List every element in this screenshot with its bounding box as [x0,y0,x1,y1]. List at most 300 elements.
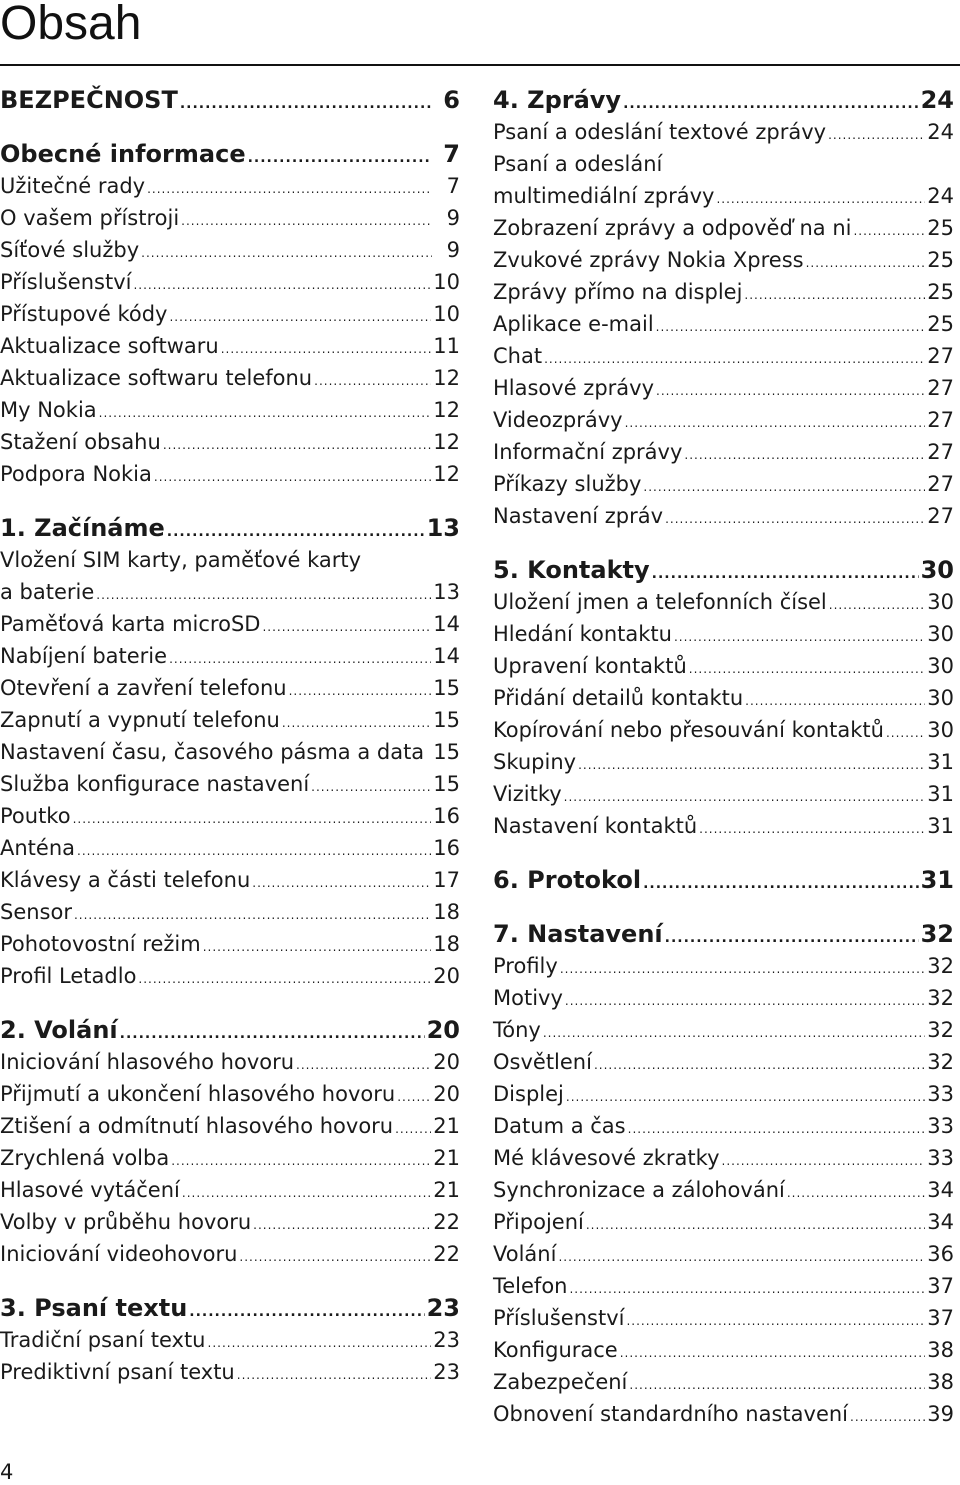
toc-section-heading[interactable] [0,84,460,116]
toc-entry[interactable] [0,768,460,800]
toc-entry[interactable] [493,340,954,372]
page-ref: 30 [927,590,954,614]
dot-leader [853,215,925,247]
entry-title: Mé klávesové zkratky [493,1146,720,1170]
page-ref: 27 [927,440,954,464]
toc-entry[interactable] [0,864,460,896]
toc-entry[interactable] [493,682,954,714]
page-ref: 24 [920,86,954,114]
dot-leader [96,579,431,611]
page-ref: 10 [433,270,460,294]
page-ref: 33 [927,1146,954,1170]
toc-entry[interactable] [0,1078,460,1110]
page-ref: 15 [433,708,460,732]
page-ref: 33 [927,1114,954,1138]
dot-leader [248,142,432,174]
dot-leader [171,1145,431,1177]
page-ref: 15 [433,772,460,796]
entry-title: Přijmutí a ukončení hlasového hovoru [0,1082,396,1106]
entry-title: Chat [493,344,543,368]
dot-leader [314,365,431,397]
entry-title: Volání [493,1242,557,1266]
dot-leader [828,119,925,151]
dot-leader [722,1145,926,1177]
toc-entry[interactable] [493,950,954,982]
toc-entry[interactable] [493,586,954,618]
dot-leader [689,653,926,685]
toc-entry[interactable] [0,298,460,330]
entry-title: Nastavení času, časového pásma a data [0,740,425,764]
toc-entry[interactable] [493,1014,954,1046]
toc-entry[interactable] [0,608,460,640]
page-ref: 21 [433,1178,460,1202]
page-ref: 12 [433,366,460,390]
toc-section-heading[interactable] [0,1014,460,1046]
toc-entry[interactable] [493,148,954,180]
dot-leader [544,343,925,375]
dot-leader [665,503,925,535]
dot-leader [787,1177,925,1209]
page-ref: 34 [927,1210,954,1234]
toc-entry[interactable] [0,362,460,394]
dot-leader [643,868,919,900]
page-ref: 13 [433,580,460,604]
page-ref: 39 [927,1402,954,1426]
dot-leader [543,1017,925,1049]
dot-leader [564,781,926,813]
toc-entry[interactable] [0,458,460,490]
page-ref: 6 [443,86,460,114]
entry-title: Zobrazení zprávy a odpověď na ni [493,216,852,240]
toc-entry[interactable] [493,372,954,404]
dot-leader [180,88,432,120]
dot-leader [656,375,925,407]
toc-entry[interactable] [493,308,954,340]
dot-leader [745,685,925,717]
entry-title: Aktualizace softwaru telefonu [0,366,313,390]
entry-title: Připojení [493,1210,584,1234]
entry-title: Nabíjení baterie [0,644,168,668]
dot-leader [253,1209,431,1241]
page-ref: 12 [433,398,460,422]
dot-leader [699,813,925,845]
dot-leader [558,1241,925,1273]
entry-title: Iniciování hlasového hovoru [0,1050,295,1074]
toc-entry[interactable] [493,180,954,212]
entry-title: Konfigurace [493,1338,618,1362]
page-ref: 20 [433,964,460,988]
toc-entry[interactable] [493,1238,954,1270]
dot-leader [744,279,925,311]
entry-title: Kopírování nebo přesouvání kontaktů [493,718,884,742]
entry-title: Volby v průběhu hovoru [0,1210,252,1234]
entry-title: Služba konfigurace nastavení [0,772,310,796]
dot-leader [239,1241,431,1273]
entry-title: Hlasové vytáčení [0,1178,180,1202]
dot-leader [395,1113,431,1145]
entry-title: Zapnutí a vypnutí telefonu [0,708,280,732]
entry-title: Anténa [0,836,76,860]
page-ref: 21 [433,1146,460,1170]
toc-entry[interactable] [493,436,954,468]
page-ref: 27 [927,376,954,400]
entry-title: Poutko [0,804,71,828]
entry-title: Prediktivní psaní textu [0,1360,235,1384]
dot-leader [566,1081,925,1113]
toc-entry[interactable] [493,650,954,682]
toc-entry[interactable] [493,1110,954,1142]
dot-leader [203,931,432,963]
dot-leader [154,461,431,493]
entry-title: Vložení SIM karty, paměťové karty [0,548,362,572]
page-ref: 25 [927,280,954,304]
page-ref: 24 [927,120,954,144]
section-title: 2. Volání [0,1016,118,1044]
page-ref: 38 [927,1370,954,1394]
toc-entry[interactable] [493,1142,954,1174]
page-ref: 24 [927,184,954,208]
dot-leader [656,311,926,343]
toc-entry[interactable] [493,778,954,810]
dot-leader [73,803,432,835]
entry-title: Obnovení standardního nastavení [493,1402,849,1426]
page-ref: 11 [433,334,460,358]
dot-leader [74,899,431,931]
page-ref: 31 [927,814,954,838]
toc-entry[interactable] [493,714,954,746]
dot-leader [147,173,432,205]
dot-leader [252,867,431,899]
entry-title: multimediální zprávy [493,184,715,208]
toc-entry[interactable] [0,1046,460,1078]
dot-leader [829,589,926,621]
page-ref: 30 [927,686,954,710]
section-title: 6. Protokol [493,866,642,894]
entry-title: Nastavení zpráv [493,504,664,528]
entry-title: Motivy [493,986,563,1010]
page-ref: 37 [927,1306,954,1330]
toc-entry[interactable] [0,266,460,298]
page-ref: 7 [446,174,460,198]
dot-leader [208,1327,432,1359]
page-ref: 25 [927,312,954,336]
toc-entry[interactable] [0,832,460,864]
section-title: 4. Zprávy [493,86,622,114]
toc-entry[interactable] [0,1110,460,1142]
page-ref: 27 [927,504,954,528]
page-ref: 30 [920,556,954,584]
dot-leader [560,953,925,985]
page-ref: 25 [927,216,954,240]
dot-leader [569,1273,925,1305]
entry-title: Uložení jmen a telefonních čísel [493,590,827,614]
page-ref: 31 [920,866,954,894]
dot-leader [237,1359,432,1391]
dot-leader [141,237,432,269]
entry-title: Profil Letadlo [0,964,137,988]
entry-title: Zabezpečení [493,1370,628,1394]
entry-title: Pohotovostní režim [0,932,201,956]
page-ref: 31 [927,782,954,806]
dot-leader [565,985,925,1017]
entry-title: Hlasové zprávy [493,376,655,400]
dot-leader [643,471,925,503]
entry-title: Síťové služby [0,238,140,262]
section-title: Obecné informace [0,140,246,168]
page-ref: 30 [927,654,954,678]
page-number: 4 [0,1460,14,1484]
entry-title: Telefon [493,1274,568,1298]
dot-leader [189,1296,424,1328]
entry-title: Otevření a zavření telefonu [0,676,287,700]
entry-title: Ztišení a odmítnutí hlasového hovoru [0,1114,394,1138]
entry-title: Podpora Nokia [0,462,152,486]
toc-section-heading[interactable] [0,138,460,170]
entry-title: Upravení kontaktů [493,654,687,678]
page-ref: 12 [433,462,460,486]
dot-leader [133,269,431,301]
toc-entry[interactable] [493,1046,954,1078]
page-ref: 30 [927,718,954,742]
entry-title: Vizitky [493,782,562,806]
toc-entry[interactable] [0,1206,460,1238]
dot-leader [163,429,431,461]
page-ref: 27 [927,344,954,368]
page-ref: 23 [433,1328,460,1352]
dot-leader [578,749,925,781]
entry-title: Zvukové zprávy Nokia Xpress [493,248,804,272]
entry-title: Stažení obsahu [0,430,161,454]
entry-title: Užitečné rady [0,174,146,198]
page-ref: 27 [927,472,954,496]
section-title: 3. Psaní textu [0,1294,188,1322]
entry-title: Osvětlení [493,1050,592,1074]
toc-entry[interactable] [0,426,460,458]
page-ref: 14 [433,644,460,668]
dot-leader [296,1049,431,1081]
toc-entry[interactable] [493,1398,954,1430]
page-ref: 10 [433,302,460,326]
toc-entry[interactable] [493,468,954,500]
entry-title: Sensor [0,900,72,924]
toc-entry[interactable] [0,672,460,704]
toc-entry[interactable] [493,1206,954,1238]
entry-title: Přidání detailů kontaktu [493,686,744,710]
dot-leader [684,439,925,471]
page-ref: 9 [446,206,460,230]
toc-entry[interactable] [493,746,954,778]
toc-section-heading[interactable] [493,864,954,896]
toc-entry[interactable] [493,404,954,436]
dot-leader [397,1081,431,1113]
toc-entry[interactable] [493,810,954,842]
dot-leader [181,205,432,237]
page-ref: 33 [927,1082,954,1106]
entry-title: Aplikace e-mail [493,312,654,336]
toc-entry[interactable] [493,1334,954,1366]
toc-entry[interactable] [493,244,954,276]
dot-leader [282,707,431,739]
page-ref: 18 [433,932,460,956]
toc-entry[interactable] [0,1356,460,1388]
page-ref: 36 [927,1242,954,1266]
page-ref: 23 [426,1294,460,1322]
entry-title: Tradiční psaní textu [0,1328,206,1352]
toc-entry[interactable] [0,544,460,576]
toc-entry[interactable] [493,1302,954,1334]
dot-leader [626,1305,925,1337]
page-ref: 16 [433,836,460,860]
toc-entry[interactable] [493,982,954,1014]
entry-title: Příslušenství [0,270,132,294]
entry-title: O vašem přístroji [0,206,180,230]
toc-entry[interactable] [0,960,460,992]
entry-title: Aktualizace softwaru [0,334,219,358]
title-divider [0,64,960,66]
toc-entry[interactable] [0,704,460,736]
section-title: 1. Začínáme [0,514,165,542]
page-ref: 34 [927,1178,954,1202]
page-ref: 27 [927,408,954,432]
page-ref: 31 [927,750,954,774]
toc-entry[interactable] [493,618,954,650]
entry-title: Iniciování videohovoru [0,1242,238,1266]
dot-leader [586,1209,925,1241]
toc-section-heading[interactable] [0,512,460,544]
page-ref: 22 [433,1210,460,1234]
entry-title: Hledání kontaktu [493,622,672,646]
toc-section-heading[interactable] [493,554,954,586]
toc-entry[interactable] [0,1324,460,1356]
page-ref: 32 [927,986,954,1010]
page-ref: 18 [433,900,460,924]
dot-leader [806,247,926,279]
dot-leader [262,611,431,643]
toc-entry[interactable] [0,1238,460,1270]
dot-leader [311,771,431,803]
entry-title: Datum a čas [493,1114,626,1138]
toc-section-heading[interactable] [493,918,954,950]
toc-entry[interactable] [493,500,954,532]
dot-leader [850,1401,925,1433]
page-ref: 23 [433,1360,460,1384]
dot-leader [99,397,432,429]
entry-title: Přístupové kódy [0,302,168,326]
toc-left-column [0,84,460,1388]
toc-section-heading[interactable] [0,1292,460,1324]
toc-right-column [493,84,954,1430]
page-ref: 21 [433,1114,460,1138]
entry-title: Displej [493,1082,564,1106]
entry-title: Zrychlená volba [0,1146,170,1170]
page-ref: 32 [927,1050,954,1074]
entry-title: Skupiny [493,750,577,774]
page-ref: 20 [433,1082,460,1106]
section-title: BEZPEČNOST [0,86,178,114]
toc-entry[interactable] [0,234,460,266]
page-ref: 7 [443,140,460,168]
page-ref: 20 [426,1016,460,1044]
toc-entry[interactable] [493,276,954,308]
dot-leader [169,643,431,675]
toc-entry[interactable] [0,576,460,608]
entry-title: Tóny [493,1018,541,1042]
page-ref: 32 [927,1018,954,1042]
entry-title: Příslušenství [493,1306,625,1330]
entry-title: Profily [493,954,558,978]
page-ref: 38 [927,1338,954,1362]
toc-entry[interactable] [0,1174,460,1206]
page-ref: 30 [927,622,954,646]
page-title: Obsah [0,0,142,50]
dot-leader [77,835,431,867]
toc-entry[interactable] [493,1174,954,1206]
entry-title: Paměťová karta microSD [0,612,261,636]
entry-title: Synchronizace a zálohování [493,1178,785,1202]
entry-title: Zprávy přímo na displej [493,280,743,304]
entry-title: Informační zprávy [493,440,683,464]
dot-leader [628,1113,926,1145]
dot-leader [221,333,432,365]
page-ref: 20 [433,1050,460,1074]
dot-leader [886,717,925,749]
section-title: 7. Nastavení [493,920,663,948]
toc-entry[interactable] [0,736,460,768]
dot-leader [169,301,431,333]
toc-entry[interactable] [0,1142,460,1174]
page-ref: 15 [433,740,460,764]
dot-leader [625,407,926,439]
entry-title: Psaní a odeslání textové zprávy [493,120,827,144]
entry-title: Videozprávy [493,408,623,432]
dot-leader [716,183,925,215]
dot-leader [665,922,919,954]
page-ref: 12 [433,430,460,454]
dot-leader [594,1049,925,1081]
toc-entry[interactable] [493,212,954,244]
toc-entry[interactable] [493,1078,954,1110]
toc-entry[interactable] [493,116,954,148]
dot-leader [674,621,925,653]
toc-entry[interactable] [493,1270,954,1302]
page-ref: 16 [433,804,460,828]
page-ref: 17 [433,868,460,892]
toc-entry[interactable] [0,330,460,362]
page-ref: 22 [433,1242,460,1266]
dot-leader [620,1337,926,1369]
page-ref: 15 [433,676,460,700]
entry-title: Nastavení kontaktů [493,814,698,838]
dot-leader [289,675,432,707]
toc-entry[interactable] [0,928,460,960]
toc-entry[interactable] [0,394,460,426]
entry-title: Psaní a odeslání [493,152,663,176]
toc-entry[interactable] [0,170,460,202]
entry-title: Příkazy služby [493,472,642,496]
section-title: 5. Kontakty [493,556,650,584]
page-ref: 13 [426,514,460,542]
toc-section-heading[interactable] [493,84,954,116]
toc-entry[interactable] [0,896,460,928]
toc-entry[interactable] [0,800,460,832]
toc-entry[interactable] [0,202,460,234]
dot-leader [629,1369,925,1401]
page-ref: 37 [927,1274,954,1298]
toc-entry[interactable] [0,640,460,672]
dot-leader [138,963,431,995]
page-ref: 9 [446,238,460,262]
toc-entry[interactable] [493,1366,954,1398]
